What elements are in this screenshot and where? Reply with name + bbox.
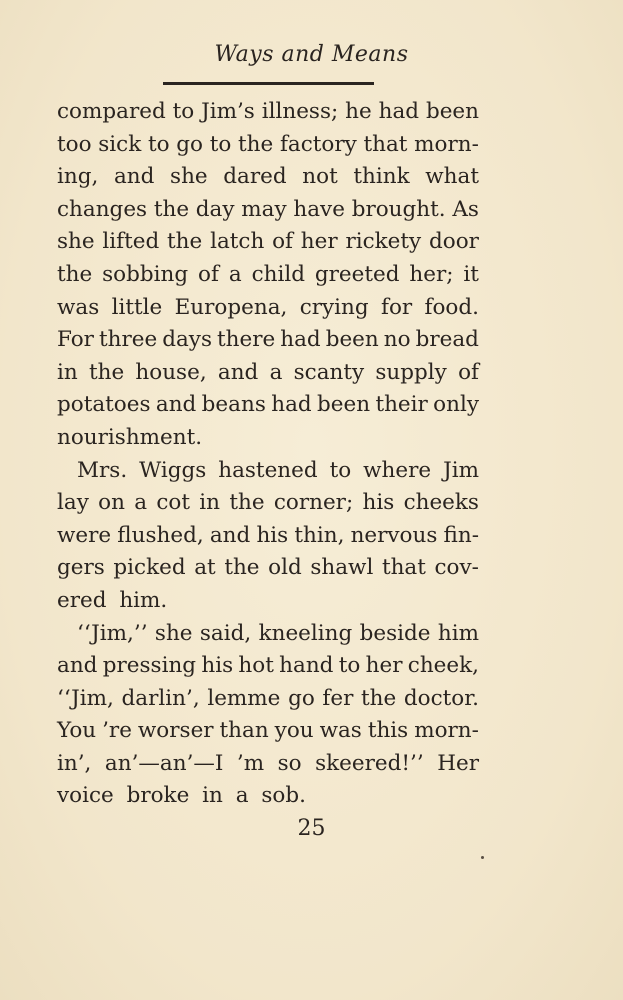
word: illness; (261, 99, 339, 124)
word: door (428, 229, 479, 255)
word: cot (156, 490, 190, 516)
word: at (194, 555, 216, 581)
word: fer (322, 685, 354, 711)
word: hastened (218, 457, 318, 483)
text-line (57, 96, 479, 129)
word: factory (279, 131, 357, 157)
text-line (57, 715, 479, 748)
word: to (172, 99, 195, 124)
word: worser (137, 718, 214, 744)
text-line (57, 357, 479, 390)
word: nervous (350, 522, 438, 548)
word: lemme (207, 685, 281, 711)
word: said, (199, 620, 252, 646)
word: a (269, 359, 283, 385)
word: Jim’s (201, 99, 255, 124)
word: bread (415, 327, 479, 353)
word: picked (113, 555, 186, 581)
word: doctor. (403, 685, 479, 711)
word: ‘‘Jim, (57, 685, 114, 711)
word: cov- (434, 555, 479, 581)
word: the (167, 229, 203, 255)
word: been (325, 327, 379, 353)
word: think (353, 164, 410, 190)
word: the (88, 359, 125, 385)
word: what (425, 164, 479, 190)
text-line (57, 194, 479, 227)
word: darlin’, (121, 685, 200, 711)
word: Europena, (174, 294, 288, 320)
text-line (57, 226, 479, 259)
word: this (367, 718, 409, 744)
text-line (57, 389, 479, 422)
word: brought. (351, 196, 446, 222)
word: child (251, 261, 305, 287)
word: ’m (236, 750, 265, 776)
word: of (272, 229, 293, 255)
word: compared (57, 99, 166, 124)
word: beside (359, 620, 431, 646)
word: You (57, 718, 97, 744)
word: of (198, 261, 219, 287)
word: been (425, 99, 479, 124)
word: flushed, (117, 522, 204, 548)
word: an’—an’—I (104, 750, 224, 776)
word: and (209, 522, 251, 548)
text-line (57, 552, 479, 585)
word: in (199, 490, 221, 516)
word: to (209, 131, 232, 157)
word: her; (409, 261, 454, 287)
word: old (268, 555, 302, 581)
word: potatoes (57, 392, 151, 418)
word: ’re (102, 718, 132, 744)
word: was (57, 294, 100, 320)
word: his (201, 653, 234, 679)
page-number: 25 (297, 816, 326, 841)
word: ing, (57, 164, 99, 190)
word: morn- (414, 718, 479, 744)
word: Jim (443, 457, 479, 483)
word: changes (57, 196, 148, 222)
word: was (319, 718, 362, 744)
word: Wiggs (139, 457, 207, 483)
word: that (363, 131, 408, 157)
word: supply (375, 359, 447, 385)
word: so (277, 750, 302, 776)
word: Mrs. (77, 457, 128, 483)
word: and (57, 653, 98, 679)
word: she (154, 620, 193, 646)
word: his (256, 522, 289, 548)
word: may (241, 196, 287, 222)
text-line: ered him. (57, 587, 168, 613)
word: go (176, 131, 203, 157)
word: Her (437, 750, 479, 776)
word: in’, (57, 750, 92, 776)
word: the (229, 490, 265, 516)
word: gers (57, 555, 105, 581)
word: to (338, 653, 361, 679)
word: ‘‘Jim,’’ (77, 620, 148, 646)
word: As (452, 196, 479, 222)
word: on (98, 490, 125, 516)
word: cheek, (407, 653, 479, 679)
word: a (134, 490, 148, 516)
text-line (57, 683, 479, 716)
word: had (280, 327, 321, 353)
word: lay (57, 490, 89, 516)
word: of (458, 359, 479, 385)
word: hot (238, 653, 274, 679)
word: her (365, 653, 403, 679)
word: there (217, 327, 276, 353)
text-line (57, 161, 479, 194)
word: skeered!’’ (315, 750, 424, 776)
word: days (162, 327, 212, 353)
word: house, (135, 359, 207, 385)
body-text (57, 96, 479, 813)
word: no (383, 327, 411, 353)
word: the (224, 555, 260, 581)
text-line (57, 455, 479, 488)
text-line (57, 292, 479, 325)
word: thin, (294, 522, 345, 548)
word: had (271, 392, 312, 418)
word: their (375, 392, 428, 418)
word: lifted (102, 229, 160, 255)
word: scanty (293, 359, 365, 385)
text-line (57, 324, 479, 357)
header-rule (163, 82, 374, 85)
word: were (57, 522, 112, 548)
text-line (57, 129, 479, 162)
word: him (437, 620, 479, 646)
word: go (288, 685, 315, 711)
word: dared (223, 164, 287, 190)
print-speck (481, 856, 484, 859)
word: she (57, 229, 95, 255)
word: her (300, 229, 338, 255)
word: you (274, 718, 314, 744)
word: food. (424, 294, 479, 320)
word: shawl (310, 555, 374, 581)
text-line (57, 748, 479, 781)
word: latch (210, 229, 265, 255)
word: too (57, 131, 92, 157)
word: the (57, 261, 93, 287)
word: where (363, 457, 432, 483)
word: hand (279, 653, 334, 679)
word: greeted (314, 261, 400, 287)
word: corner; (273, 490, 354, 516)
word: in (57, 359, 78, 385)
word: than (219, 718, 269, 744)
word: not (302, 164, 338, 190)
word: kneeling (258, 620, 353, 646)
word: and (113, 164, 155, 190)
word: rickety (345, 229, 422, 255)
word: he (345, 99, 372, 124)
word: that (381, 555, 426, 581)
text-line (57, 259, 479, 292)
word: only (433, 392, 479, 418)
text-line (57, 650, 479, 683)
word: to (329, 457, 352, 483)
text-line (57, 487, 479, 520)
word: pressing (102, 653, 197, 679)
word: the (361, 685, 397, 711)
word: his (362, 490, 395, 516)
text-line: nourishment. (57, 424, 203, 450)
word: three (98, 327, 158, 353)
word: and (217, 359, 259, 385)
word: For (57, 327, 94, 353)
word: had (378, 99, 420, 124)
word: sobbing (102, 261, 189, 287)
word: cheeks (403, 490, 479, 516)
word: she (170, 164, 208, 190)
word: the (238, 131, 274, 157)
text-line: voice broke in a sob. (57, 783, 306, 809)
word: little (111, 294, 163, 320)
running-head: Ways and Means (214, 42, 409, 67)
word: crying (299, 294, 369, 320)
word: beans (201, 392, 266, 418)
word: to (147, 131, 170, 157)
word: have (293, 196, 345, 222)
word: fin- (443, 522, 479, 548)
word: day (195, 196, 235, 222)
word: and (155, 392, 197, 418)
word: morn- (414, 131, 479, 157)
word: the (153, 196, 190, 222)
word: sick (98, 131, 142, 157)
word: for (380, 294, 413, 320)
text-line (57, 520, 479, 553)
word: been (317, 392, 371, 418)
word: a (228, 261, 242, 287)
word: it (463, 261, 479, 287)
text-line (57, 618, 479, 651)
